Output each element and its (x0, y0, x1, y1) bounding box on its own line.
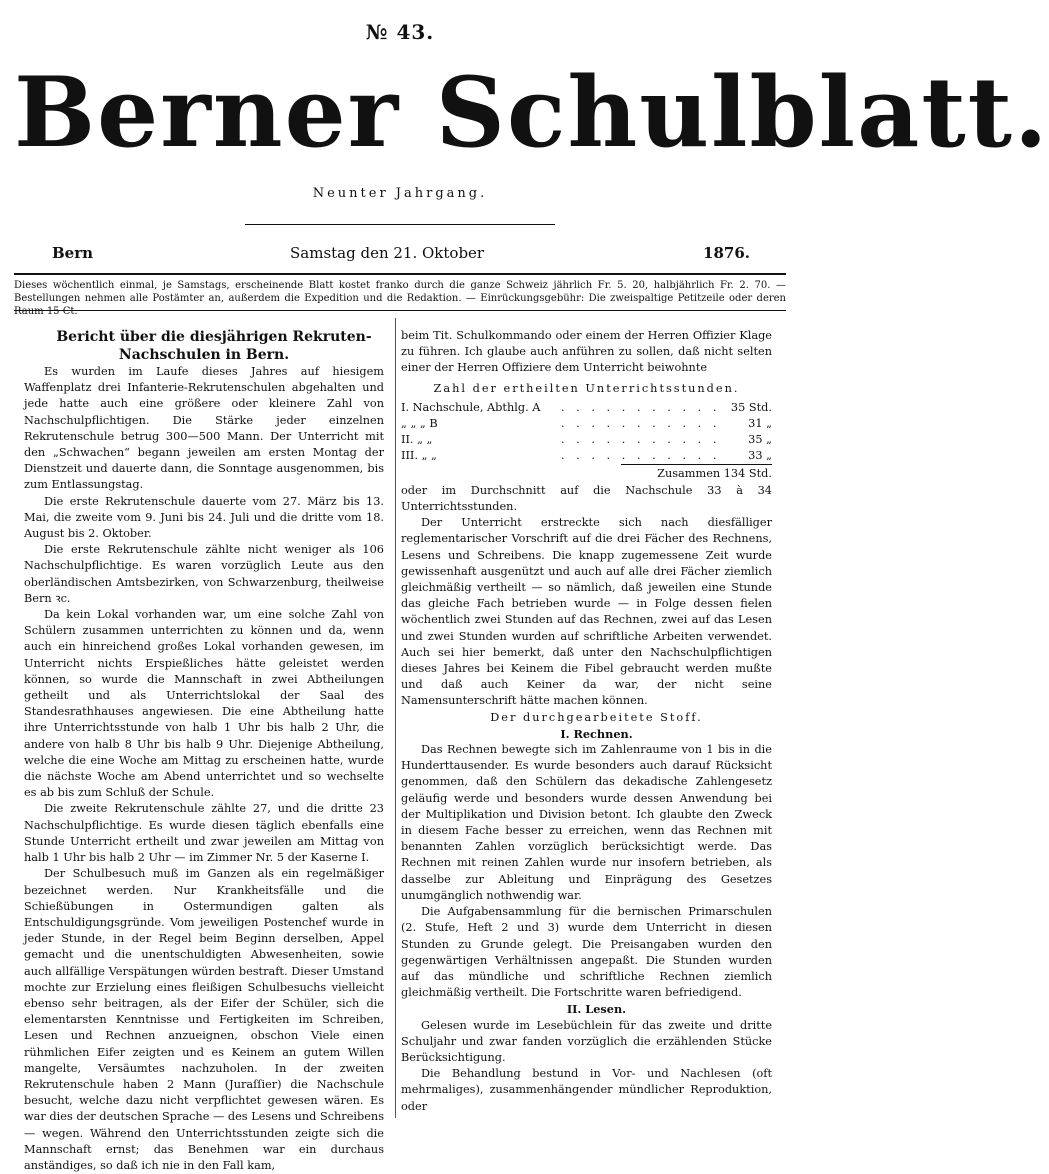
table-title: Zahl der ertheilten Unterrichtsstunden. (433, 381, 740, 395)
table-row-label: III. „ „ (401, 448, 437, 462)
paragraph: Gelesen wurde im Lesebüchlein für das zweite und dritte Schuljahr und zwar fanden vorzüglich die erzählenden Stücke Berücksichtigung. (401, 1018, 772, 1064)
divider (14, 273, 786, 275)
table-row-value: 31 „ (748, 416, 772, 430)
table-row (401, 400, 772, 416)
table-row-label: I. Nachschule, Abthlg. A (401, 400, 541, 414)
paragraph: Da kein Lokal vorhanden war, um eine solche Zahl von Schülern zusammen unterrichten zu können und da, wenn auch ein hinreichend großes Lokal vorhanden gewesen, im Unterricht nichts Erspießliches hätte geleistet werden können, so wurde die Mannschaft in zwei Abtheilungen getheilt und als Unterrichtslokal der Saal des Standesrathhauses angewiesen. Die eine Abtheilung hatte ihre Unterrichtsstunde von halb 1 Uhr bis halb 2 Uhr, die andere von halb 8 Uhr bis halb 9 Uhr. Diejenige Abtheilung, welche die eine Woche am Mittag zu erscheinen hatte, wurde die nächste Woche am Abend unterrichtet und so wechselte es ab bis zum Schluß der Schule. (24, 608, 384, 800)
dateline (30, 244, 770, 266)
table-total: Zusammen 134 Std. (657, 466, 772, 480)
section-title: Der durchgearbeitete Stoff. (490, 710, 703, 724)
table-row (401, 448, 772, 464)
newspaper-title: Berner Schulblatt. (14, 56, 1049, 169)
table-row-label: „ „ „ B (401, 416, 438, 430)
table-row-label: II. „ „ (401, 432, 433, 446)
paragraph: oder im Durchschnitt auf die Nachschule 33 à 34 Unterrichtsstunden. (401, 483, 772, 514)
table-row-dots: . . . . . . . . . . . (561, 400, 721, 414)
paragraph: Die zweite Rekrutenschule zählte 27, und die dritte 23 Nachschulpflichtige. Es wurde diesen täglich ebenfalls eine Stunde Unterricht ertheilt und zwar jeweilen am Mittag von halb 1 Uhr bis halb 2 Uhr — im Zimmer Nr. 5 der Kaserne I. (24, 802, 384, 865)
dateline-place: Bern (52, 244, 94, 262)
divider (14, 310, 786, 311)
subscription-notice: Dieses wöchentlich einmal, je Samstags, erscheinende Blatt kostet franko durch die ganze Schweiz jährlich Fr. 5. 20, halbjährlich Fr. 2. 70. — Bestellungen nehmen alle Postämter an, außerdem die Expedition und die Redaktion. — Einrückungsgebühr: Die zweispaltige Petitzeile oder deren Raum 15 Ct. (14, 280, 786, 317)
paragraph: Der Schulbesuch muß im Ganzen als ein regelmäßiger bezeichnet werden. Nur Krankheitsfälle und die Schießübungen in Ostermundigen galten als Entschuldigungsgründe. Vom jeweiligen Postenchef wurde in jeder Stunde, in der Regel beim Beginn derselben, Appel gemacht und die unentschuldigten Abwesenheiten, sowie auch allfällige Verspätungen würden bestraft. Dieser Umstand mochte zur Erzielung eines fleißigen Schulbesuchs vielleicht ebenso sehr beitragen, als der Eifer der Schüler, sich die elementarsten Kenntnisse und Fertigkeiten im Schreiben, Lesen und Rechnen anzueignen, obschon Viele einen rühmlichen Eifer zeigten und es Keinem an gutem Willen mangelte, Versäumtes nachzuholen. In der zweiten Rekrutenschule haben 2 Mann (Juraſſier) die Nachschule besucht, welche dazu nicht verpflichtet gewesen wären. Es war dies der deutschen Sprache — des Lesens und Schreibens — wegen. Während den Unterrichtsstunden zeigte sich die Mannschaft ernst; das Benehmen war ein durchaus anständiges, so daß ich nie in den Fall kam, (24, 867, 384, 1172)
paragraph: Die erste Rekrutenschule dauerte vom 27. März bis 13. Mai, die zweite vom 9. Juni bis 24. Juli und die dritte vom 18. August bis 2. Oktober. (24, 494, 384, 541)
section-heading-rechnen: I. Rechnen. (560, 726, 633, 741)
column-divider (395, 318, 396, 1118)
paragraph: Der Unterricht erstreckte sich nach diesfälliger reglementarischer Vorschrift auf die drei Fächer des Rechnens, Lesens und Schreibens. Die knapp zugemessene Zeit wurde gewissenhaft ausgenützt und auch auf alle drei Fächer ziemlich gleichmäßig vertheilt — so nämlich, daß jeweilen eine Stunde das gleiche Fach betrieben wurde — in Folge dessen fielen wöchentlich zwei Stunden auf das Rechnen, zwei auf das Lesen und zwei Stunden wurden auf schriftliche Arbeiten verwendet. Auch sei hier bemerkt, daß unter den Nachschulpflichtigen dieses Jahres bei Keinem die Fibel gebraucht werden mußte und daß auch Keiner da war, der nicht seine Namensunterschrift hätte machen können. (401, 516, 772, 708)
divider (245, 224, 555, 225)
paragraph: beim Tit. Schulkommando oder einem der Herren Offizier Klage zu führen. Ich glaube auch anführen zu sollen, daß nicht selten einer der Herren Offiziere dem Unterricht beiwohnte (401, 329, 772, 375)
table-total-row (621, 464, 772, 483)
table-row-value: 35 Std. (730, 400, 772, 414)
dateline-year: 1876. (703, 244, 750, 262)
paragraph: Die erste Rekrutenschule zählte nicht weniger als 106 Nachschulpflichtige. Es waren vorzüglich Leute aus den oberländischen Amtsbezirken, von Schwarzenburg, theilweise Bern ꝛc. (24, 543, 384, 605)
paragraph: Die Aufgabensammlung für die bernischen Primarschulen (2. Stufe, Heft 2 und 3) wurde dem Unterricht in diesen Stunden zu Grunde gelegt. Die Preisangaben wurden den gegenwärtigen Verhältnissen angepaßt. Die Stunden wurden auf das mündliche und schriftliche Rechnen ziemlich gleichmäßig vertheilt. Die Fortschritte waren befriedigend. (401, 905, 772, 1000)
paragraph: Das Rechnen bewegte sich im Zahlenraume von 1 bis in die Hunderttausender. Es wurde besonders auch darauf Rücksicht genommen, daß den Schülern das dekadische Zahlengesetz geläufig werde und besonders wurde dessen Anwendung bei der Multiplikation und Division betont. Ich glaubte den Zweck in diesem Fache besser zu erreichen, wenn das Rechnen mit benannten Zahlen vorzüglich berücksichtigt werde. Das Rechnen mit reinen Zahlen wurde nur insofern betrieben, als dasselbe zur Ableitung und Einprägung des Gesetzes unumgänglich nothwendig war. (401, 743, 772, 902)
table-row-dots: . . . . . . . . . . . (561, 448, 721, 462)
dateline-date: Samstag den 21. Oktober (290, 244, 485, 262)
table-row (401, 416, 772, 432)
table-row-value: 35 „ (748, 432, 772, 446)
table-row-dots: . . . . . . . . . . . (561, 416, 721, 430)
volume-line: Neunter Jahrgang. (312, 186, 488, 201)
article-title: Bericht über die diesjährigen Rekruten-Nachschulen in Bern. (56, 329, 372, 363)
paragraph: Es wurden im Laufe dieses Jahres auf hiesigem Waffenplatz drei Infanterie-Rekrutenschulen abgehalten und jede hatte auch eine größere oder kleinere Zahl von Nachschulpflichtigen. Die Stärke jeder einzelnen Rekrutenschule betrug 300—500 Mann. Der Unterricht mit den „Schwachen“ begann jeweilen am ersten Montag der Dienstzeit und dauerte dann, die Sonntage ausgenommen, bis zum Entlassungstag. (24, 365, 384, 492)
table-row-value: 33 „ (748, 448, 772, 462)
section-heading-lesen: II. Lesen. (566, 1002, 627, 1017)
table-row-dots: . . . . . . . . . . . (561, 432, 721, 446)
paragraph: Die Behandlung bestund in Vor- und Nachlesen (oft mehrmaliges), zusammenhängender mündlicher Reproduktion, oder (401, 1067, 772, 1113)
table-row (401, 432, 772, 448)
right-column (401, 328, 772, 1115)
issue-number: № 43. (365, 20, 435, 44)
left-column (24, 328, 384, 1174)
